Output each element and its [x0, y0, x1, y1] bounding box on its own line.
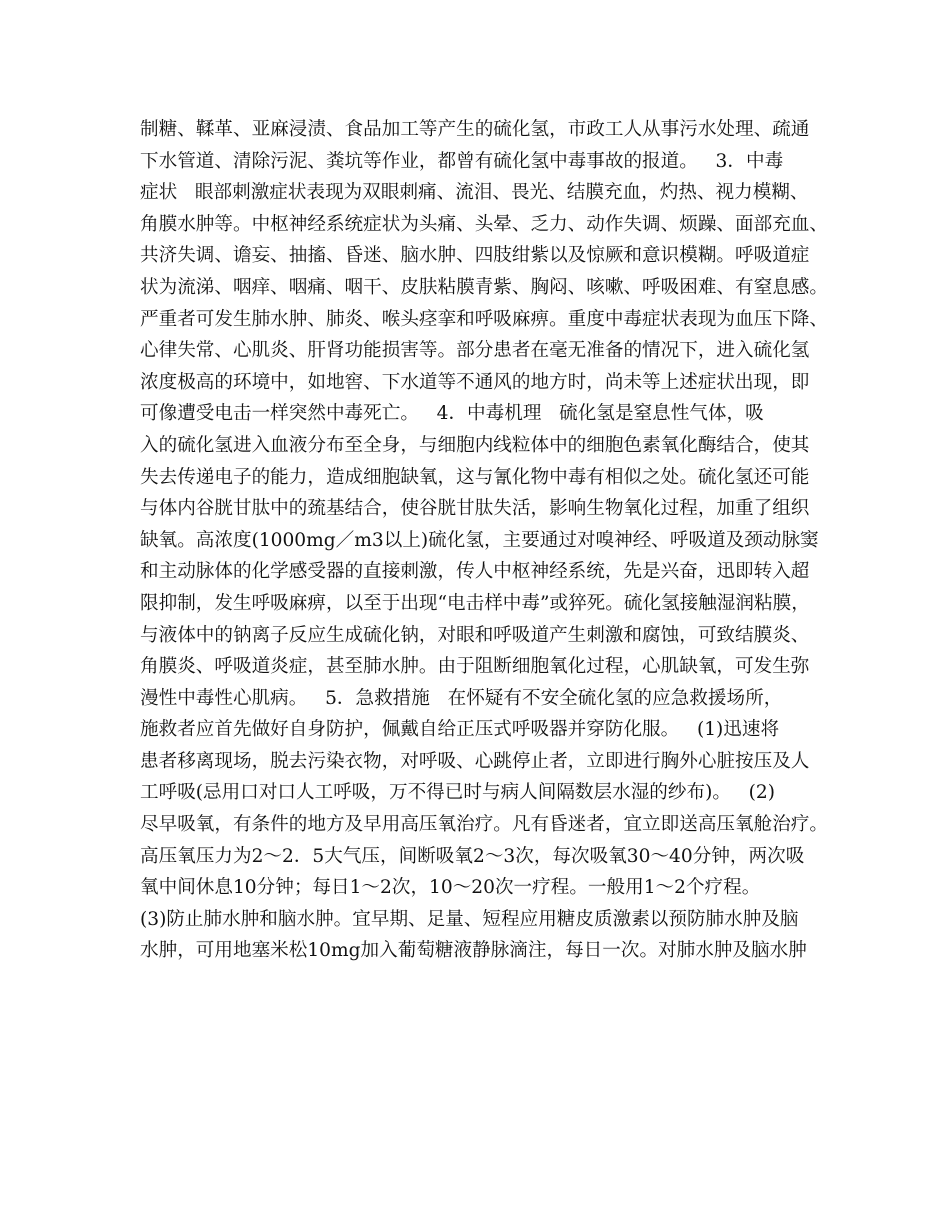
text-line: 高压氧压力为2～2．5大气压，间断吸氧2～3次，每次吸氧30～40分钟，两次吸 [140, 845, 805, 867]
text-line: 氧中间休息10分钟；每日1～2次，10～20次一疗程。一般用1～2个疗程。 [140, 877, 761, 899]
text-line: 尽早吸氧，有条件的地方及早用高压氧治疗。凡有昏迷者，宜立即送高压氧舱治疗。 [140, 814, 828, 836]
text-line: 角膜水肿等。中枢神经系统症状为头痛、头晕、乏力、动作失调、烦躁、面部充血、 [140, 213, 828, 235]
text-line: 缺氧。高浓度(1000mg／m3以上)硫化氢，主要通过对嗅神经、呼吸道及颈动脉窦 [140, 529, 819, 551]
text-line: 共济失调、谵妄、抽搐、昏迷、脑水肿、四肢绀紫以及惊厥和意识模糊。呼吸道症 [140, 245, 810, 267]
text-line: 制糖、鞣革、亚麻浸渍、食品加工等产生的硫化氢，市政工人从事污水处理、疏通 [140, 119, 810, 140]
text-line: 失去传递电子的能力，造成细胞缺氧，这与氰化物中毒有相似之处。硫化氢还可能 [140, 466, 810, 488]
text-line: 入的硫化氢进入血液分布至全身，与细胞内线粒体中的细胞色素氧化酶结合，使其 [140, 434, 810, 456]
text-line: 状为流涕、咽痒、咽痛、咽干、皮肤粘膜青紫、胸闷、咳嗽、呼吸困难、有窒息感。 [140, 276, 828, 298]
body-text [140, 114, 840, 967]
text-line: 水肿，可用地塞米松10mg加入葡萄糖液静脉滴注，每日一次。对肺水肿及脑水肿 [140, 940, 807, 962]
text-line: 严重者可发生肺水肿、肺炎、喉头痉挛和呼吸麻痹。重度中毒症状表现为血压下降、 [140, 308, 828, 330]
text-line: 浓度极高的环境中，如地窖、下水道等不通风的地方时，尚未等上述症状出现，即 [140, 371, 810, 393]
text-line: 施救者应首先做好自身防护，佩戴自给正压式呼吸器并穿防化服。 (1)迅速将 [140, 719, 780, 741]
text-line: 工呼吸(忌用口对口人工呼吸，万不得已时与病人间隔数层水湿的纱布)。 (2) [140, 782, 775, 804]
text-line: 下水管道、清除污泥、粪坑等作业，都曾有硫化氢中毒事故的报道。 3．中毒 [140, 150, 784, 172]
text-line: 症状 眼部刺激症状表现为双眼刺痛、流泪、畏光、结膜充血，灼热、视力模糊、 [140, 182, 809, 204]
text-line: 与体内谷胱甘肽中的巯基结合，使谷胱甘肽失活，影响生物氧化过程，加重了组织 [140, 498, 810, 520]
text-line: (3)防止肺水肿和脑水肿。宜早期、足量、短程应用糖皮质激素以预防肺水肿及脑 [140, 908, 799, 930]
text-line: 与液体中的钠离子反应生成硫化钠，对眼和呼吸道产生刺激和腐蚀，可致结膜炎、 [140, 624, 810, 646]
text-line: 心律失常、心肌炎、肝肾功能损害等。部分患者在毫无准备的情况下，进入硫化氢 [140, 340, 810, 362]
text-line: 漫性中毒性心肌病。 5．急救措施 在怀疑有不安全硫化氢的应急救援场所， [140, 687, 783, 709]
text-line: 和主动脉体的化学感受器的直接刺激，传人中枢神经系统，先是兴奋，迅即转入超 [140, 561, 810, 583]
text-line: 可像遭受电击一样突然中毒死亡。 4．中毒机理 硫化氢是窒息性气体，吸 [140, 403, 764, 425]
text-line: 限抑制，发生呼吸麻痹，以至于出现“电击样中毒”或猝死。硫化氢接触湿润粘膜， [140, 592, 810, 614]
text-line: 患者移离现场，脱去污染衣物，对呼吸、心跳停止者，立即进行胸外心脏按压及人 [140, 750, 810, 772]
text-line: 角膜炎、呼吸道炎症，甚至肺水肿。由于阻断细胞氧化过程，心肌缺氧，可发生弥 [140, 656, 810, 678]
